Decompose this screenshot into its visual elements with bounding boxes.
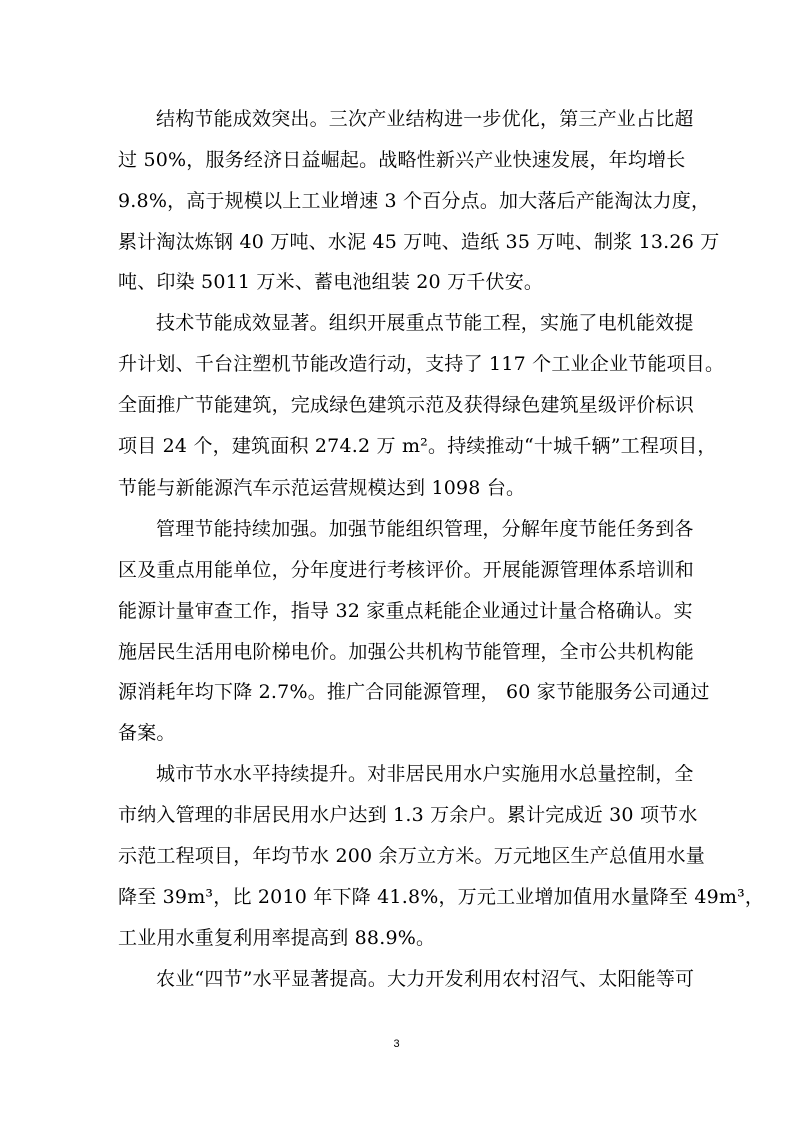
paragraph-1-line-2: 过 50%，服务经济日益崛起。战略性新兴产业快速发展，年均增长 [118, 149, 686, 171]
paragraph-1-line-1: 结构节能成效突出。三次产业结构进一步优化，第三产业占比超 [156, 108, 694, 130]
paragraph-4-line-3: 示范工程项目，年均节水 200 余万立方米。万元地区生产总值用水量 [118, 845, 705, 867]
paragraph-2-line-4: 项目 24 个，建筑面积 274.2 万 m²。持续推动“十城千辆”工程项目， [118, 435, 717, 457]
paragraph-1-line-5: 吨、印染 5011 万米、蓄电池组装 20 万千伏安。 [118, 271, 544, 293]
paragraph-4-line-1: 城市节水水平持续提升。对非居民用水户实施用水总量控制，全 [156, 763, 694, 785]
paragraph-4-line-4: 降至 39m³，比 2010 年下降 41.8%，万元工业增加值用水量降至 49m³， [118, 886, 765, 908]
paragraph-3-line-4: 施居民生活用电阶梯电价。加强公共机构节能管理，全市公共机构能 [118, 641, 695, 663]
paragraph-5-line-1: 农业“四节”水平显著提高。大力开发利用农村沼气、太阳能等可 [156, 968, 695, 990]
paragraph-2-line-1: 技术节能成效显著。组织开展重点节能工程，实施了电机能效提 [156, 312, 694, 334]
page-number: 3 [393, 1038, 400, 1050]
paragraph-4-line-5: 工业用水重复利用率提高到 88.9%。 [118, 927, 436, 949]
paragraph-2-line-2: 升计划、千台注塑机节能改造行动，支持了 117 个工业企业节能项目。 [118, 353, 725, 375]
paragraph-4-line-2: 市纳入管理的非居民用水户达到 1.3 万余户。累计完成近 30 项节水 [118, 804, 698, 826]
paragraph-2-line-5: 节能与新能源汽车示范运营规模达到 1098 台。 [118, 477, 526, 499]
paragraph-3-line-6: 备案。 [118, 722, 176, 744]
paragraph-3-line-2: 区及重点用能单位，分年度进行考核评价。开展能源管理体系培训和 [118, 559, 695, 581]
paragraph-3-line-3: 能源计量审查工作，指导 32 家重点耗能企业通过计量合格确认。实 [118, 600, 693, 622]
paragraph-1-line-3: 9.8%，高于规模以上工业增速 3 个百分点。加大落后产能淘汰力度， [118, 190, 711, 212]
paragraph-1-line-4: 累计淘汰炼钢 40 万吨、水泥 45 万吨、造纸 35 万吨、制浆 13.26 万 [118, 231, 720, 253]
paragraph-3-line-5: 源消耗年均下降 2.7%。推广合同能源管理， 60 家节能服务公司通过 [118, 681, 710, 703]
paragraph-3-line-1: 管理节能持续加强。加强节能组织管理，分解年度节能任务到各 [156, 518, 694, 540]
paragraph-2-line-3: 全面推广节能建筑，完成绿色建筑示范及获得绿色建筑星级评价标识 [118, 394, 695, 416]
